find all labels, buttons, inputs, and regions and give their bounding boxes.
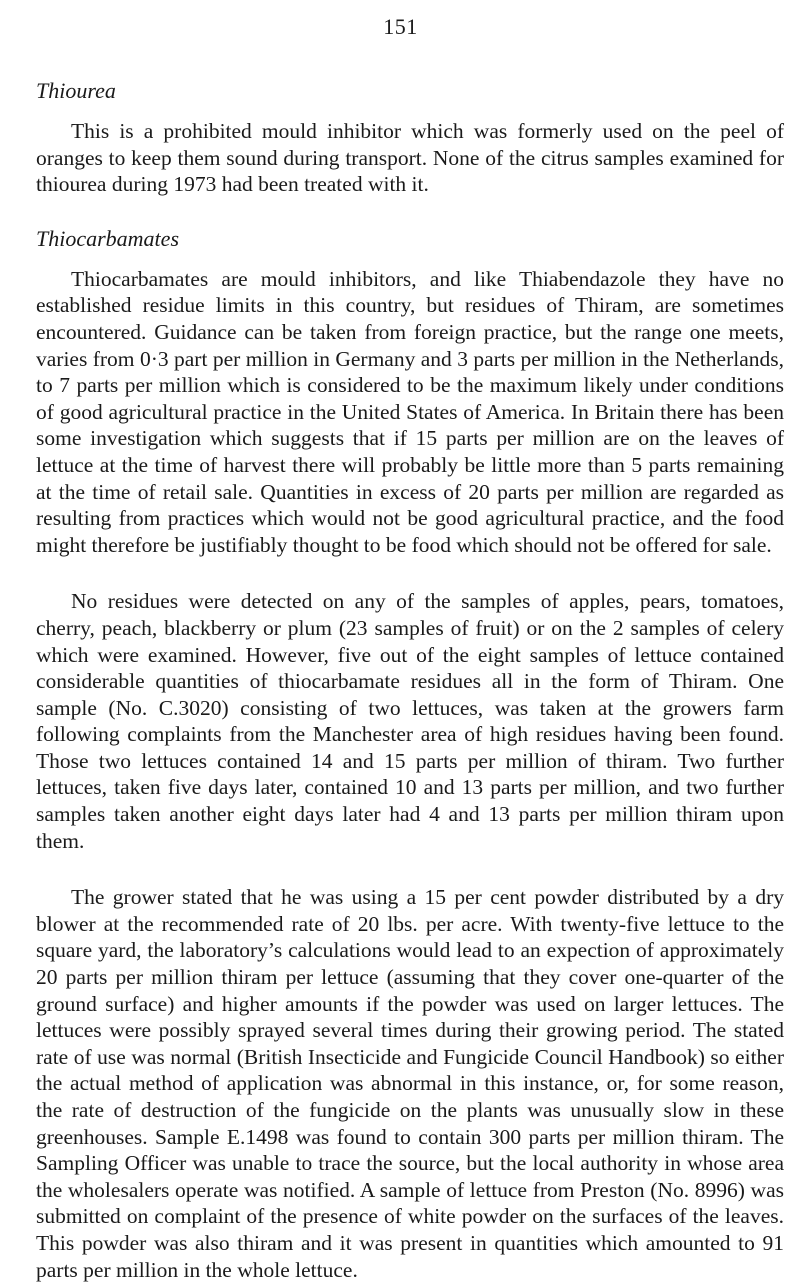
section-thiocarbamates: [36, 226, 784, 1283]
section-heading-thiourea: Thiourea: [36, 78, 116, 103]
page-content: [36, 78, 784, 1283]
section-heading-thiocarbamates: Thiocarbamates: [36, 225, 179, 251]
paragraph: The grower stated that he was using a 15 per cent powder distributed by a dry blower at the recommended rate of 20 lbs. per acre. With twenty-five lettuce to the square yard, the laboratory’s calculations would lead to an expection of approximately 20 parts per million thiram per lettuce (assuming that they cover one-quarter of the ground surface) and higher amounts if the powder was used on larger lettuces. The lettuces were possibly sprayed several times during their growing period. The stated rate of use was normal (British Insecticide and Fungicide Council Handbook) so either the actual method of application was abnormal in this instance, or, for some reason, the rate of destruction of the fungicide on the plants was unusually slow in these greenhouses. Sample E.1498 was found to contain 300 parts per million thiram. The Sampling Officer was unable to trace the source, but the local authority in whose area the wholesalers operate was notified. A sample of lettuce from Preston (No. 8996) was submitted on complaint of the presence of white powder on the surfaces of the leaves. This powder was also thiram and it was present in quantities which amounted to 91 parts per million in the whole lettuce.: [36, 885, 784, 1282]
paragraph: This is a prohibited mould inhibitor which was formerly used on the peel of oranges to keep them sound during transport. None of the citrus samples examined for thiourea during 1973 had been treated with it.: [36, 119, 784, 197]
section-thiourea: [36, 78, 784, 198]
page-number: 151: [383, 14, 418, 39]
paragraph: Thiocarbamates are mould inhibitors, and like Thiabendazole they have no established residue limits in this country, but residues of Thiram, are sometimes encountered. Guidance can be taken from foreign practice, but the range one meets, varies from 0·3 part per million in Germany and 3 parts per million in the Netherlands, to 7 parts per million which is considered to be the maximum likely under conditions of good agricultural practice in the United States of America. In Britain there has been some investigation which suggests that if 15 parts per million are on the leaves of lettuce at the time of harvest there will probably be little more than 5 parts remaining at the time of retail sale. Quantities in excess of 20 parts per million are regarded as resulting from practices which would not be good agricultural practice, and the food might therefore be justifiably thought to be food which should not be offered for sale.: [36, 266, 784, 557]
paragraph: No residues were detected on any of the samples of apples, pears, tomatoes, cherry, peach, blackberry or plum (23 samples of fruit) or on the 2 samples of celery which were examined. However, five out of the eight samples of lettuce contained considerable quantities of thiocarbamate residues all in the form of Thiram. One sample (No. C.3020) consisting of two lettuces, was taken at the growers farm following complaints from the Manchester area of high residues having been found. Those two lettuces contained 14 and 15 parts per million of thiram. Two further lettuces, taken five days later, contained 10 and 13 parts per million, and two further samples taken another eight days later had 4 and 13 parts per million thiram upon them.: [36, 589, 784, 853]
